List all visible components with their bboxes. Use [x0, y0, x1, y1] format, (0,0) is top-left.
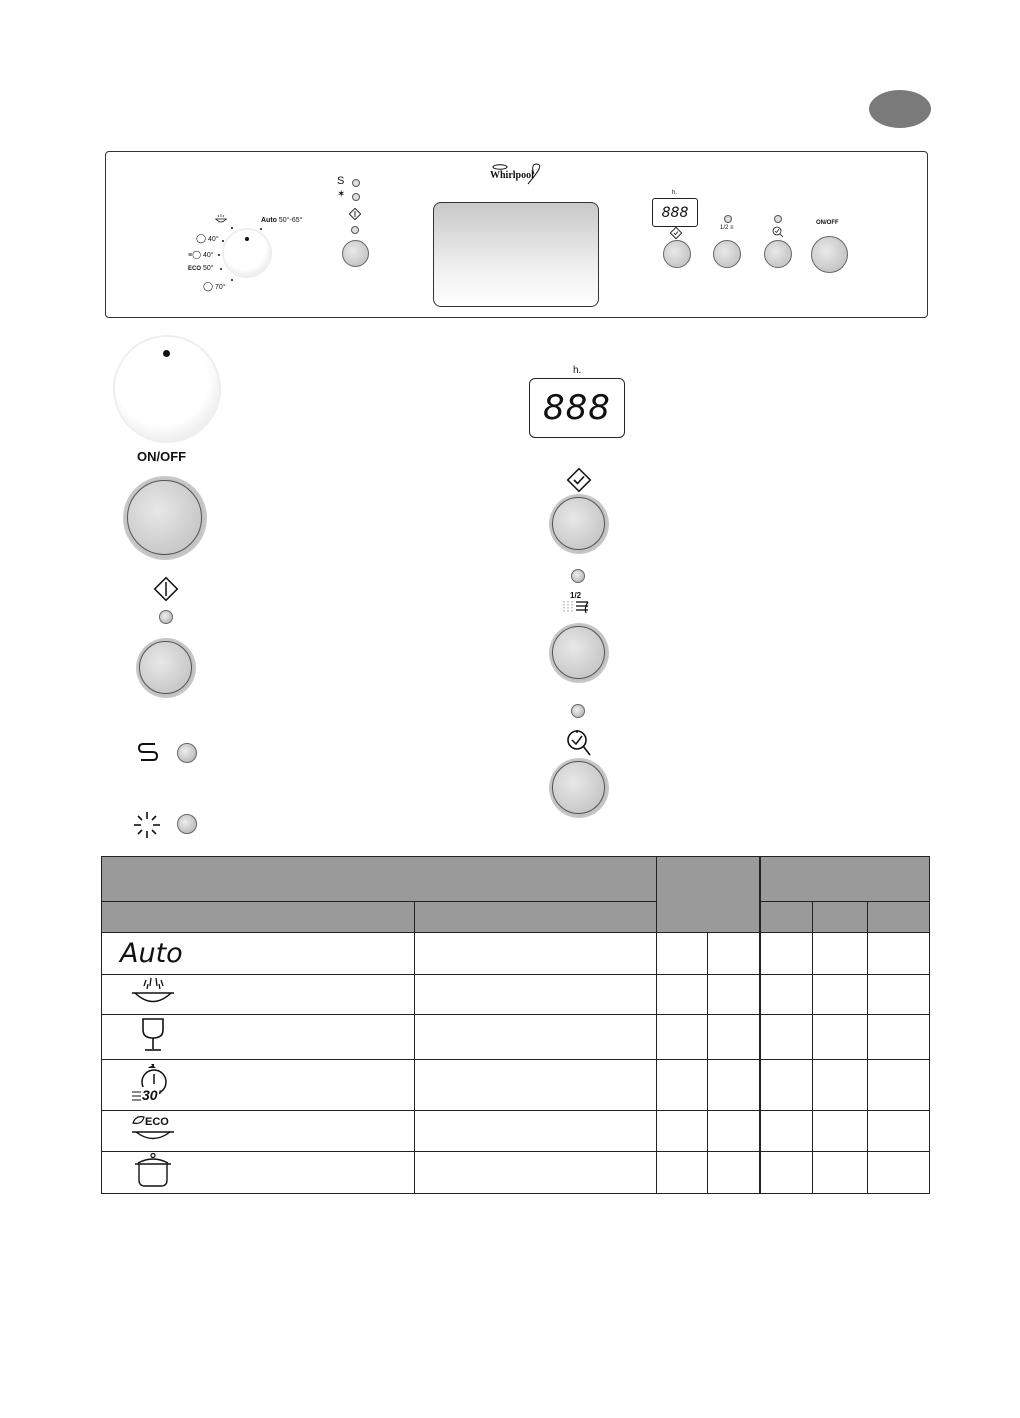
table-subheader-description [414, 902, 657, 933]
table-subheader-b3 [868, 902, 930, 933]
table-header-group-b [760, 857, 930, 902]
table-cell [760, 933, 813, 975]
table-cell [868, 1015, 930, 1060]
onoff-small-button[interactable] [811, 236, 848, 273]
delay-small-button[interactable] [764, 240, 792, 268]
digital-display: 888 [529, 378, 625, 438]
table-cell [760, 1111, 813, 1152]
half-load-small-button[interactable] [713, 240, 741, 268]
table-row [102, 1015, 930, 1060]
table-cell [868, 933, 930, 975]
rinse-aid-small-led [352, 193, 360, 201]
table-cell [868, 1060, 930, 1111]
table-cell [813, 975, 868, 1015]
program-symbol-cell [102, 1152, 415, 1194]
onoff-button-face [127, 480, 202, 555]
dial-pointer-dot [245, 237, 249, 241]
program-symbol-cell [102, 1111, 415, 1152]
start-reset-icon [152, 575, 180, 608]
display-unit-label: h. [573, 365, 582, 376]
auto-program-icon: Auto [120, 938, 183, 969]
table-subheader-b1 [760, 902, 813, 933]
table-row [102, 975, 930, 1015]
table-subheader-b2 [813, 902, 868, 933]
knob-pointer-dot [163, 350, 170, 357]
table-cell [657, 1015, 708, 1060]
panel-display-unit: h. [672, 190, 678, 196]
table-cell [708, 1015, 760, 1060]
table-cell [708, 975, 760, 1015]
table-cell [708, 1152, 760, 1194]
dial-tick [222, 240, 224, 242]
table-cell [708, 933, 760, 975]
table-cell [813, 1060, 868, 1111]
program-table [101, 856, 930, 1194]
delay-small-led [774, 215, 782, 223]
table-cell [414, 1111, 657, 1152]
dial-tick [260, 228, 262, 230]
half-load-small-icon: 1/2 ≡ [720, 225, 734, 231]
table-cell [813, 1152, 868, 1194]
table-cell [760, 975, 813, 1015]
table-cell [414, 1060, 657, 1111]
eco-dial-label: ECO 50° [188, 265, 214, 272]
table-cell [708, 1060, 760, 1111]
salt-refill-led [177, 743, 197, 763]
start-small-led [351, 226, 359, 234]
program-select-small-button[interactable] [663, 240, 691, 268]
table-cell [868, 975, 930, 1015]
table-cell [813, 1015, 868, 1060]
quick-dial-label: ≡◯ 40° [188, 250, 214, 259]
start-reset-button[interactable] [136, 638, 196, 698]
start-reset-button-face [139, 641, 192, 694]
table-cell [414, 975, 657, 1015]
glass-dial-label: ◯ 40° [196, 233, 219, 243]
dial-tick [231, 227, 233, 229]
dial-tick [231, 279, 233, 281]
eco-label: ECO [145, 1115, 169, 1128]
salt-small-icon: S [337, 175, 345, 187]
table-cell [657, 1111, 708, 1152]
auto-dial-label: Auto 50°-65° [261, 217, 303, 224]
dial-tick [218, 254, 220, 256]
table-row [102, 1152, 930, 1194]
panel-screen-window [433, 202, 599, 307]
program-select-button-face [552, 497, 605, 550]
table-cell [657, 1152, 708, 1194]
table-header-program [102, 857, 657, 902]
table-cell [708, 1111, 760, 1152]
table-cell [868, 1111, 930, 1152]
page-tab-marker [869, 90, 931, 128]
table-cell [760, 1060, 813, 1111]
table-row [102, 933, 930, 975]
dial-tick [220, 268, 222, 270]
delay-start-button-face [552, 761, 605, 814]
rinse-aid-icon [132, 810, 162, 845]
salt-small-led [352, 179, 360, 187]
program-symbol-cell [102, 975, 415, 1015]
table-cell [657, 1060, 708, 1111]
prewash-small-icon [214, 211, 228, 221]
table-cell [414, 1015, 657, 1060]
table-cell [813, 933, 868, 975]
table-cell [813, 1111, 868, 1152]
table-row [102, 1060, 930, 1111]
half-load-button[interactable] [549, 623, 609, 683]
table-cell [657, 933, 708, 975]
glass-icon [140, 1016, 166, 1059]
salt-icon [136, 741, 160, 768]
onoff-button[interactable] [123, 476, 207, 560]
delay-start-button[interactable] [549, 758, 609, 818]
start-small-button[interactable] [342, 240, 369, 267]
rinse-aid-refill-led [177, 814, 197, 834]
pot-dial-label: ◯ 70° [203, 281, 226, 291]
program-symbol-cell [102, 1060, 415, 1111]
whirlpool-logo-icon [488, 162, 548, 188]
table-cell [760, 1015, 813, 1060]
quick-30-icon [130, 1061, 176, 1105]
panel-onoff-label: ON/OFF [816, 220, 839, 226]
program-select-button[interactable] [549, 494, 609, 554]
onoff-label: ON/OFF [137, 449, 187, 464]
table-cell [760, 1152, 813, 1194]
pot-icon [133, 1152, 173, 1193]
brand-name: Whirlpool [490, 170, 534, 181]
table-subheader-symbol [102, 902, 415, 933]
half-load-led [571, 569, 585, 583]
delay-start-led [571, 704, 585, 718]
table-cell [657, 975, 708, 1015]
quick-30-label: 30' [142, 1086, 161, 1103]
start-small-icon [349, 207, 361, 225]
program-symbol-cell [102, 1015, 415, 1060]
table-cell [414, 1152, 657, 1194]
table-header-group-a [657, 857, 760, 933]
half-load-button-face [552, 626, 605, 679]
table-cell [868, 1152, 930, 1194]
table-cell [414, 933, 657, 975]
half-load-small-led [724, 215, 732, 223]
prewash-icon [130, 976, 176, 1013]
table-row [102, 1111, 930, 1152]
eco-icon [130, 1113, 176, 1145]
panel-digital-display: 888 [652, 198, 698, 227]
start-led [159, 610, 173, 624]
rinse-aid-small-icon: ✶ [337, 189, 346, 200]
program-symbol-cell [102, 933, 415, 975]
half-load-label: 1/2 [570, 591, 582, 600]
